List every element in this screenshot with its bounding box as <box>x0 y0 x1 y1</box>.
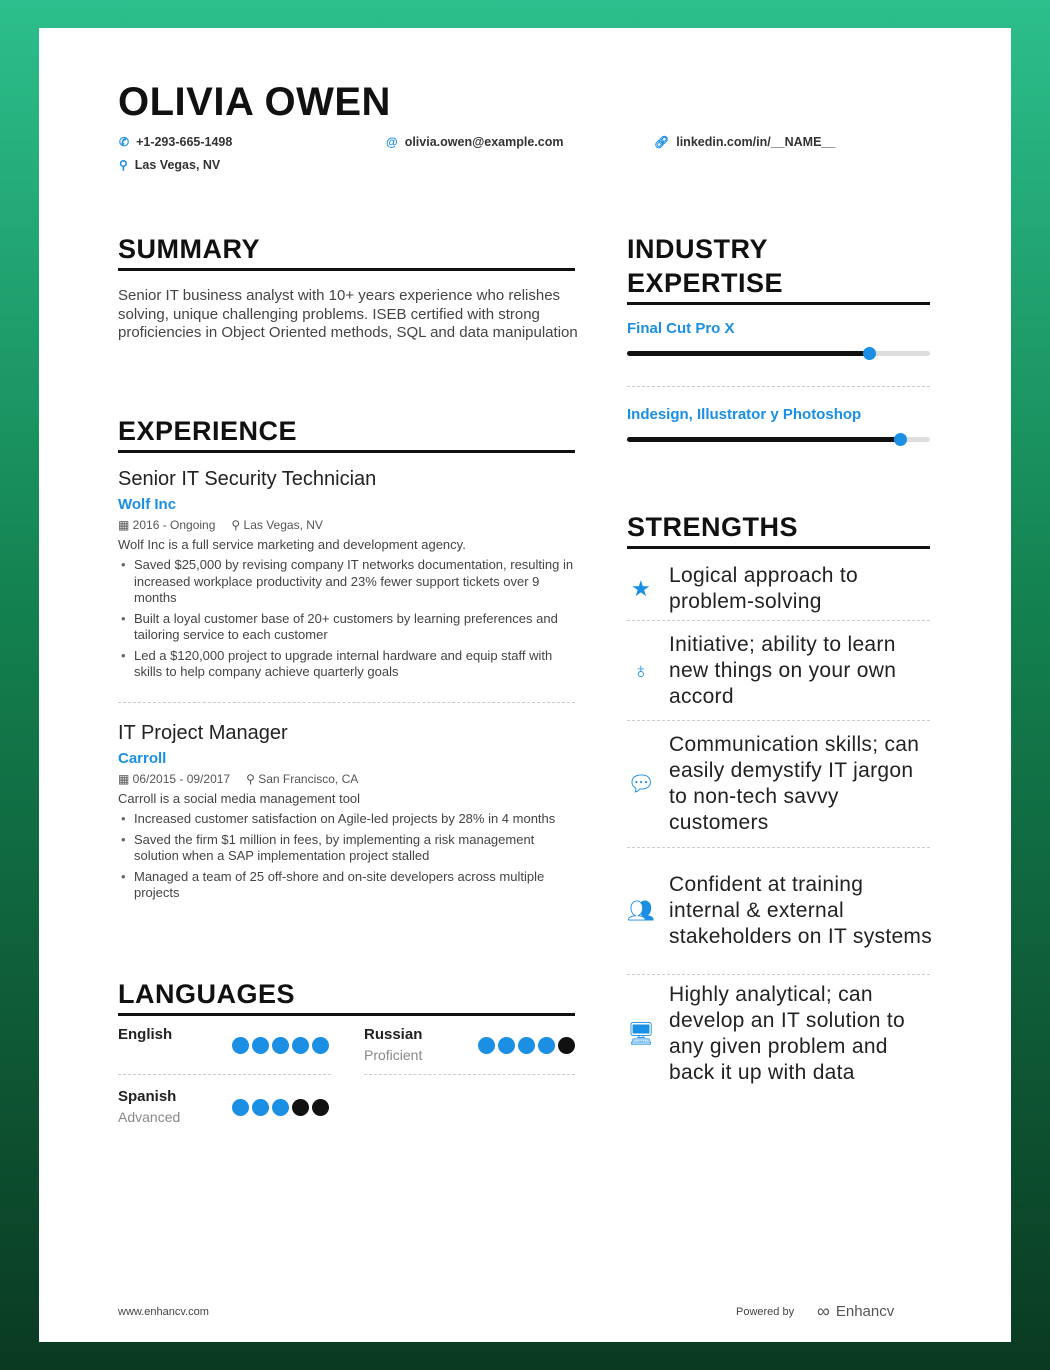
job-bullet: • Increased customer satisfaction on Agile-led projects by 28% in 4 months <box>118 811 578 828</box>
level-dot-filled <box>272 1037 289 1054</box>
divider <box>627 386 930 387</box>
language-dots <box>232 1037 329 1054</box>
strength-item <box>627 721 937 847</box>
job-location <box>246 772 358 786</box>
at-icon: @ <box>386 135 398 149</box>
job-bullet: • Managed a team of 25 off-shore and on-site developers across multiple projects <box>118 869 578 902</box>
language-dots <box>232 1099 329 1116</box>
job-role: Senior IT Security Technician <box>118 468 377 490</box>
job-dates <box>118 772 230 786</box>
email[interactable] <box>386 135 563 149</box>
location-pin-icon: ⚲ <box>231 518 244 532</box>
location-text: Las Vegas, NV <box>134 158 221 172</box>
level-dot-empty <box>292 1099 309 1116</box>
enhancv-logo-icon: ∞ <box>817 1301 830 1321</box>
job-bullet: • Built a loyal customer base of 20+ customers by learning preferences and tailoring service to each customer <box>118 611 578 644</box>
skill-knob <box>894 433 907 446</box>
chat-bubble-icon: 💬︎ <box>627 771 656 796</box>
level-dot-filled <box>292 1037 309 1054</box>
skill-knob <box>863 347 876 360</box>
level-dot-filled <box>538 1037 555 1054</box>
strength-item <box>627 621 937 720</box>
job-bullet: • Saved the firm $1 million in fees, by implementing a risk management solution when a SAP implementation project stalled <box>118 832 578 865</box>
language-name: Spanish <box>118 1088 177 1105</box>
level-dot-filled <box>252 1037 269 1054</box>
skill-bar <box>627 437 930 442</box>
phone-text: +1-293-665-1498 <box>136 135 233 149</box>
job-company[interactable]: Wolf Inc <box>118 496 177 513</box>
dates-text: 06/2015 - 09/2017 <box>132 772 231 786</box>
level-dot-filled <box>232 1037 249 1054</box>
skill-fill <box>627 351 869 356</box>
job-bullet: • Led a $120,000 project to upgrade internal hardware and equip staff with skills to help company achieve quarterly goals <box>118 648 578 681</box>
calendar-icon: ▦ <box>118 772 133 786</box>
divider <box>118 1074 331 1075</box>
star-icon: ★ <box>630 576 652 601</box>
job-role: IT Project Manager <box>118 722 288 744</box>
strength-text: Confident at training internal & external stakeholders on IT systems <box>669 873 933 948</box>
expertise-heading <box>627 232 930 305</box>
language-name: Russian <box>364 1026 423 1043</box>
job-bullet: • Saved $25,000 by revising company IT networks documentation, resulting in increased workplace productivity and 23% fewer support tickets over 9 months <box>118 557 578 607</box>
language-dots <box>478 1037 575 1054</box>
strength-item <box>627 848 937 974</box>
job-description: Wolf Inc is a full service marketing and development agency. <box>118 537 466 552</box>
footer-powered: Powered by <box>736 1306 795 1318</box>
strength-item <box>627 558 937 620</box>
skill-final-cut <box>627 320 930 356</box>
level-dot-filled <box>498 1037 515 1054</box>
location-pin-icon: ⚲ <box>119 158 128 172</box>
strengths-list <box>627 558 937 1093</box>
summary-heading: SUMMARY <box>118 232 575 271</box>
level-dot-filled <box>518 1037 535 1054</box>
level-dot-filled <box>252 1099 269 1116</box>
location <box>119 158 220 172</box>
level-dot-empty <box>312 1099 329 1116</box>
monitor-icon: 🖥︎ <box>627 1021 656 1046</box>
brand-text: Enhancv <box>835 1303 895 1320</box>
level-dot-filled <box>272 1099 289 1116</box>
job-description: Carroll is a social media management tool <box>118 791 361 806</box>
linkedin[interactable] <box>654 135 835 149</box>
job-entry <box>118 468 578 685</box>
linkedin-text: linkedin.com/in/__NAME__ <box>676 135 836 149</box>
location-text: San Francisco, CA <box>258 772 359 786</box>
language-russian <box>364 1026 575 1074</box>
languages-heading: LANGUAGES <box>118 977 575 1016</box>
candidate-name: OLIVIA OWEN <box>118 80 391 124</box>
job-location <box>231 518 323 532</box>
link-icon: 🔗︎ <box>654 135 670 149</box>
experience-heading: EXPERIENCE <box>118 414 575 453</box>
phone <box>119 135 232 149</box>
language-level: Proficient <box>364 1047 423 1063</box>
strength-text: Initiative; ability to learn new things on your own accord <box>669 632 897 708</box>
language-level: Advanced <box>118 1109 181 1125</box>
language-english <box>118 1026 331 1074</box>
strengths-heading: STRENGTHS <box>627 510 930 549</box>
job-dates <box>118 518 215 532</box>
calendar-icon: ▦ <box>118 518 133 532</box>
skill-adobe <box>627 406 930 442</box>
strength-text: Communication skills; can easily demystify IT jargon to non-tech savvy customers <box>669 733 920 834</box>
location-pin-icon: ⚲ <box>246 772 259 786</box>
skill-label: Final Cut Pro X <box>627 320 735 337</box>
resume-page <box>39 28 1011 1342</box>
skill-fill <box>627 437 900 442</box>
phone-icon: ✆ <box>119 135 130 149</box>
language-name: English <box>118 1026 173 1043</box>
level-dot-filled <box>312 1037 329 1054</box>
level-dot-filled <box>232 1099 249 1116</box>
job-entry <box>118 722 578 906</box>
enhancv-logo[interactable] <box>817 1301 894 1322</box>
language-spanish <box>118 1088 331 1136</box>
expertise-title: INDUSTRY EXPERTISE <box>627 234 784 298</box>
job-company[interactable]: Carroll <box>118 750 167 767</box>
strength-item <box>627 975 937 1093</box>
level-dot-empty <box>558 1037 575 1054</box>
email-text: olivia.owen@example.com <box>404 135 564 149</box>
lightbulb-icon: ♁ <box>632 657 650 683</box>
strength-text: Highly analytical; can develop an IT solution to any given problem and back it up with data <box>669 983 905 1084</box>
skill-label: Indesign, Illustrator y Photoshop <box>627 406 862 423</box>
divider <box>118 702 575 703</box>
level-dot-filled <box>478 1037 495 1054</box>
footer-site[interactable]: www.enhancv.com <box>118 1306 209 1318</box>
divider <box>364 1074 575 1075</box>
summary-text: Senior IT business analyst with 10+ years experience who relishes solving, unique challenging problems. ISEB certified with strong proficiencies in Object Oriented methods, SQL and data manipulation <box>118 287 578 341</box>
location-text: Las Vegas, NV <box>243 518 323 532</box>
group-icon: 👥︎ <box>627 898 656 923</box>
skill-bar <box>627 351 930 356</box>
dates-text: 2016 - Ongoing <box>132 518 216 532</box>
strength-text: Logical approach to problem-solving <box>669 564 858 613</box>
